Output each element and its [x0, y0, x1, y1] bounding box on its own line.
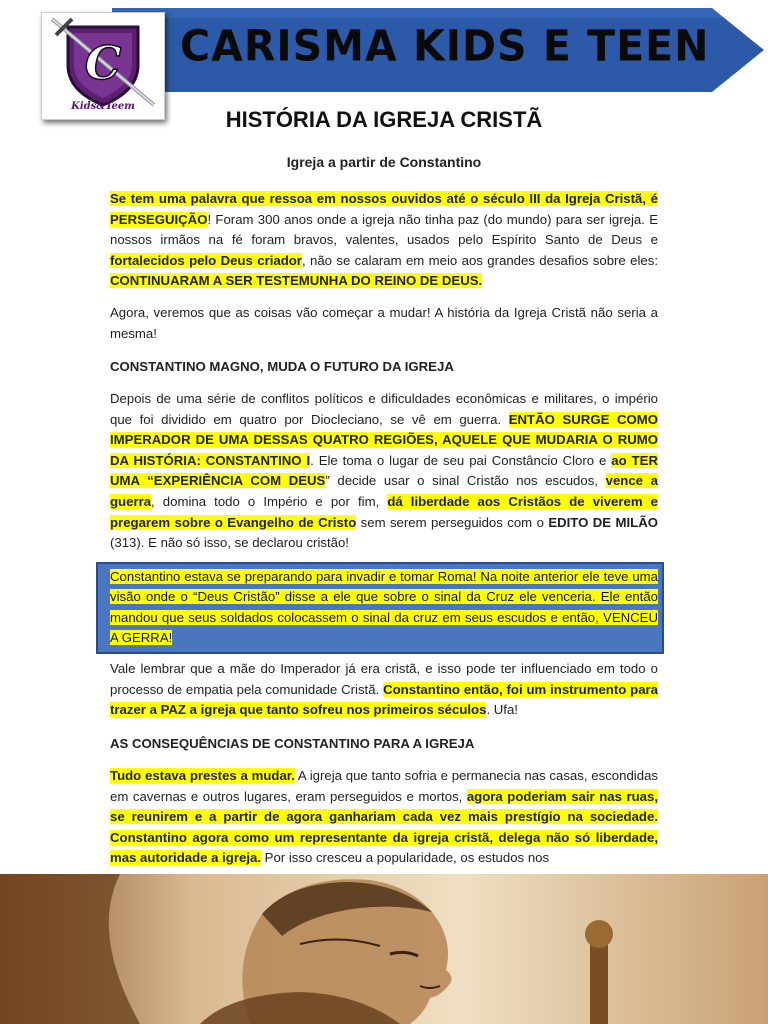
document-subtitle: Igreja a partir de Constantino — [286, 154, 482, 170]
highlight-text: Se tem uma palavra que ressoa em nossos ouvidos até o século III da Igreja Cristã, é PERSEGUIÇÃO — [110, 191, 658, 227]
paragraph-transition — [110, 303, 658, 344]
edict-text: EDITO DE MILÃO — [548, 514, 658, 530]
highlight-text: vence a guerra — [110, 473, 658, 509]
highlight-text: agora poderiam sair nas ruas, se reunirem e a partir de agora ganhariam cada vez mais prestígio na sociedade. Constantino agora como um representante da igreja cristã, delega não só liberdade, mas autoridade a igreja. — [110, 788, 659, 866]
body-text: Por isso cresceu a popularidade, os estudos nos — [260, 850, 550, 866]
body-text: ! Foram 300 anos onde a igreja não tinha paz (do mundo) para ser igreja. E nossos irmãos na fé foram bravos, valentes, usados pelo Espírito Santo de Deus e — [110, 211, 658, 248]
body-text: sem serem perseguidos com o — [356, 514, 549, 530]
logo-caption: Kids&Teem — [71, 101, 135, 112]
body-text: (313). E não só isso, se declarou cristão! — [110, 535, 349, 551]
logo — [41, 12, 165, 120]
body-text: A igreja que tanto sofria e permanecia nas casas, escondidas em cavernas e outros lugares, eram perseguidos e mortos, — [110, 768, 658, 804]
paragraph-intro — [110, 189, 658, 292]
highlight-text: fortalecidos pelo Deus criador — [110, 252, 302, 268]
highlight-text: Tudo estava prestes a mudar. — [110, 768, 295, 783]
highlight-text: ao TER UMA “EXPERIÊNCIA COM DEUS — [110, 452, 658, 489]
callout-text — [110, 567, 658, 649]
body-text: , não se calaram em meio aos grandes desafios sobre eles: — [301, 252, 659, 268]
paragraph-consequences — [110, 766, 658, 869]
header-banner — [112, 8, 764, 92]
constantine-portrait-image — [0, 874, 768, 1024]
highlight-text: ENTÃO SURGE COMO IMPERADOR DE UMA DESSAS QUATRO REGIÕES, AQUELE QUE MUDARIA O RUMO DA HISTÓRIA: CONSTANTINO I — [110, 411, 658, 468]
paragraph-constantino — [110, 389, 658, 554]
body-text: . Ufa! — [486, 702, 518, 718]
highlight-text: dá liberdade aos Cristãos de viverem e pregarem sobre o Evangelho de Cristo — [110, 493, 658, 530]
body-text: Agora, veremos que as coisas vão começar a mudar! A história da Igreja Cristã não seria a mesma! — [110, 305, 658, 341]
svg-text:C: C — [84, 36, 122, 90]
highlight-text: Constantino então, foi um instrumento para trazer a PAZ a igreja que tanto sofreu nos primeiros séculos — [110, 681, 658, 718]
paragraph-mother — [110, 659, 658, 721]
highlight-text: Constantino estava se preparando para invadir e tomar Roma! Na noite anterior ele teve uma visão onde o “Deus Cristão” disse a ele que sobre o sinal da Cruz ele venceria. Ele então mandou que seus soldados colocassem o sinal da cruz em seus escudos e então, VENCEU A GERRA! — [110, 569, 658, 646]
body-text: ” decide usar o sinal Cristão nos escudos, — [325, 473, 606, 489]
highlight-text: CONTINUARAM A SER TESTEMUNHA DO REINO DE DEUS. — [110, 273, 483, 289]
banner-title: CARISMA KIDS E TEEN — [180, 20, 710, 72]
body-text: . Ele toma o lugar de seu pai Constâncio Cloro e — [310, 452, 612, 468]
section-heading-constantino: CONSTANTINO MAGNO, MUDA O FUTURO DA IGREJA — [110, 359, 454, 374]
body-text: Depois de uma série de conflitos políticos e dificuldades econômicas e militares, o império que foi dividido em quatro por Diocleciano, se vê em guerra. — [110, 391, 658, 427]
document-title: HISTÓRIA DA IGREJA CRISTÃ — [225, 107, 543, 132]
body-text: Vale lembrar que a mãe do Imperador já era cristã, e isso pode ter influenciado em todo o processo de empatia pela comunidade Cristã. — [110, 661, 658, 697]
section-heading-consequences: AS CONSEQUÊNCIAS DE CONSTANTINO PARA A IGREJA — [110, 736, 475, 751]
body-text: , domina todo o Império e por fim, — [151, 493, 388, 509]
